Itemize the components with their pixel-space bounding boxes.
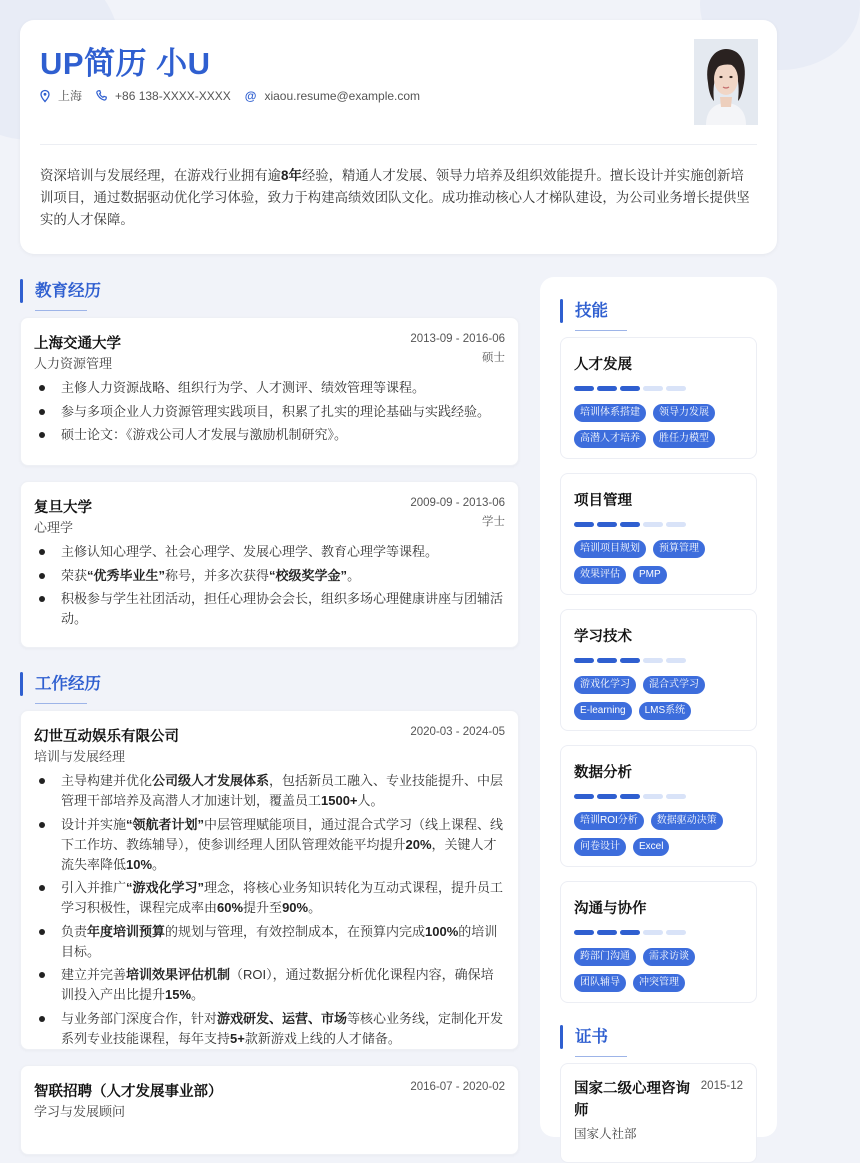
- school-name: 复旦大学: [34, 500, 92, 516]
- company-name: 幻世互动娱乐有限公司: [34, 729, 179, 745]
- work-section-title: 工作经历: [20, 670, 101, 698]
- skill-tag: PMP: [633, 566, 667, 584]
- bullet-item: 设计并实施“领航者计划”中层管理赋能项目，通过混合式学习（线上课程、线下工作坊、教练辅导），使参训经理人团队管理效能平均提升20%，关键人才流失率降低10%。: [34, 815, 505, 875]
- cert-org: 国家人社部: [574, 1127, 637, 1141]
- skill-name: 沟通与协作: [574, 901, 647, 917]
- certs-section-title: 证书: [560, 1023, 608, 1051]
- skill-card: [560, 473, 757, 595]
- skill-card: [560, 609, 757, 731]
- skill-tag: 团队辅导: [574, 974, 626, 992]
- skill-tags: [574, 948, 749, 1000]
- skill-tag: 游戏化学习: [574, 676, 636, 694]
- skill-level-bar: [574, 658, 689, 663]
- bullet-item: 负责年度培训预算的规划与管理，有效控制成本，在预算内完成100%的培训目标。: [34, 922, 505, 962]
- skill-tag: 跨部门沟通: [574, 948, 636, 966]
- skill-tags: [574, 540, 749, 592]
- location: [40, 87, 82, 104]
- at-icon: @: [244, 88, 257, 103]
- skills-section-title: 技能: [560, 297, 608, 325]
- candidate-name: UP简历 小U: [40, 46, 211, 81]
- header-divider: [40, 144, 757, 145]
- email-text: xiaou.resume@example.com: [264, 88, 421, 103]
- skill-tag: Excel: [633, 838, 669, 856]
- bullet-item: 主修人力资源战略、组织行为学、人才测评、绩效管理等课程。: [34, 378, 505, 398]
- phone: [96, 89, 231, 103]
- bullet-item: 主修认知心理学、社会心理学、发展心理学、教育心理学等课程。: [34, 542, 505, 562]
- date-range: 2016-07 - 2020-02: [410, 1081, 505, 1093]
- location-text: 上海: [58, 89, 83, 103]
- profile-photo: [694, 39, 758, 125]
- phone-icon: [96, 90, 107, 101]
- skill-tag: 培训体系搭建: [574, 404, 646, 422]
- major: 人力资源管理: [34, 356, 113, 371]
- skill-name: 人才发展: [574, 357, 632, 373]
- skill-tag: 效果评估: [574, 566, 626, 584]
- cert-name: 国家二级心理咨询师: [574, 1081, 690, 1119]
- skill-tag: 预算管理: [653, 540, 705, 558]
- skill-tag: LMS系统: [639, 702, 692, 720]
- skill-tag: 培训项目规划: [574, 540, 646, 558]
- skill-tag: 培训ROI分析: [574, 812, 644, 830]
- education-section-title: 教育经历: [20, 277, 101, 305]
- skill-card: [560, 337, 757, 459]
- skill-tags: [574, 676, 749, 728]
- work-card: [20, 1065, 519, 1155]
- skill-tag: 数据驱动决策: [651, 812, 723, 830]
- date-range: 2013-09 - 2016-06: [410, 333, 505, 345]
- degree: 硕士: [482, 352, 505, 364]
- work-card: [20, 710, 519, 1050]
- skill-card: [560, 745, 757, 867]
- school-name: 上海交通大学: [34, 336, 121, 352]
- work-bullets: [34, 771, 505, 1052]
- bullet-item: 与业务部门深度合作，针对游戏研发、运营、市场等核心业务线，定制化开发系列专业技能课程，每年支持5+款新游戏上线的人才储备。: [34, 1009, 505, 1049]
- bullet-item: 参与多项企业人力资源管理实践项目，积累了扎实的理论基础与实践经验。: [34, 402, 505, 422]
- map-pin-icon: [40, 90, 50, 102]
- skill-tag: 领导力发展: [653, 404, 715, 422]
- skill-tag: 需求访谈: [643, 948, 695, 966]
- skill-level-bar: [574, 794, 689, 799]
- cert-card: [560, 1063, 757, 1163]
- skill-tag: 问卷设计: [574, 838, 626, 856]
- bullet-item: 引入并推广“游戏化学习”理念，将核心业务知识转化为互动式课程，提升员工学习积极性，课程完成率由60%提升至90%。: [34, 878, 505, 918]
- email: [245, 89, 420, 103]
- job-title: 学习与发展顾问: [34, 1104, 126, 1119]
- date-range: 2020-03 - 2024-05: [410, 726, 505, 738]
- skill-tags: [574, 404, 749, 456]
- degree: 学士: [482, 516, 505, 528]
- summary-text: 资深培训与发展经理，在游戏行业拥有逾8年经验，精通人才发展、领导力培养及组织效能提升。擅长设计并实施创新培训项目，通过数据驱动优化学习体验，致力于构建高绩效团队文化。成功推动核心人才梯队建设，为公司业务增长提供坚实的人才保障。: [40, 168, 750, 227]
- skill-level-bar: [574, 386, 689, 391]
- skill-tag: 冲突管理: [633, 974, 685, 992]
- skill-name: 数据分析: [574, 765, 632, 781]
- bullet-item: 主导构建并优化公司级人才发展体系，包括新员工融入、专业技能提升、中层管理干部培养及高潜人才加速计划，覆盖员工1500+人。: [34, 771, 505, 811]
- skill-level-bar: [574, 930, 689, 935]
- phone-text: +86 138-XXXX-XXXX: [115, 88, 231, 103]
- company-name: 智联招聘（人才发展事业部）: [34, 1084, 223, 1100]
- bullet-item: 建立并完善培训效果评估机制（ROI），通过数据分析优化课程内容，确保培训投入产出比提升15%。: [34, 965, 505, 1005]
- bullet-item: 积极参与学生社团活动，担任心理协会会长，组织多场心理健康讲座与团辅活动。: [34, 589, 505, 629]
- skill-tag: 胜任力模型: [653, 430, 715, 448]
- skill-tag: E-learning: [574, 702, 632, 720]
- cert-date: 2015-12: [700, 1080, 743, 1092]
- contact-info: [40, 87, 434, 104]
- skill-tag: 混合式学习: [643, 676, 705, 694]
- header-card: [20, 20, 777, 254]
- job-title: 培训与发展经理: [34, 749, 126, 764]
- skill-card: [560, 881, 757, 1003]
- education-bullets: [34, 542, 505, 633]
- education-card: [20, 481, 519, 648]
- education-bullets: [34, 378, 505, 449]
- skill-level-bar: [574, 522, 689, 527]
- skill-tags: [574, 812, 749, 864]
- skill-name: 项目管理: [574, 493, 632, 509]
- side-panel: [540, 277, 777, 1141]
- date-range: 2009-09 - 2013-06: [410, 497, 505, 509]
- skill-tag: 高潜人才培养: [574, 430, 646, 448]
- major: 心理学: [34, 520, 74, 535]
- skill-name: 学习技术: [574, 629, 632, 645]
- education-card: [20, 317, 519, 466]
- bullet-item: 硕士论文：《游戏公司人才发展与激励机制研究》。: [34, 425, 505, 445]
- bullet-item: 荣获“优秀毕业生”称号，并多次获得“校级奖学金”。: [34, 566, 505, 586]
